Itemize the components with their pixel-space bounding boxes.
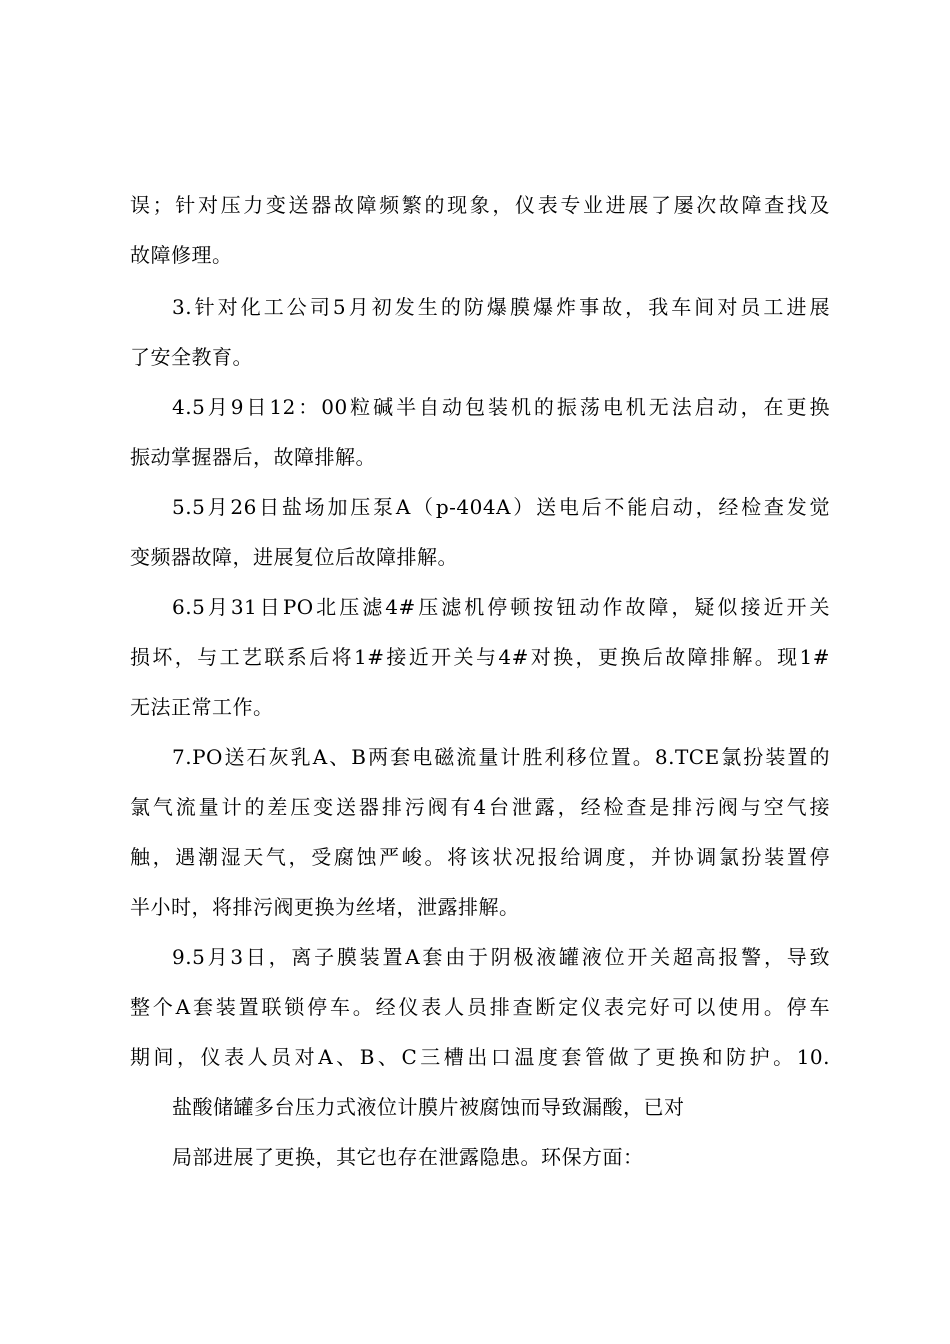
text-line: 6.5月31日PO北压滤4#压滤机停顿按钮动作故障，疑似接近开关 (172, 595, 830, 619)
text-line: 氯气流量计的差压变送器排污阀有4台泄露，经检查是排污阀与空气接 (130, 795, 830, 819)
text-line: 期间，仪表人员对A、B、C三槽出口温度套管做了更换和防护。10. (130, 1045, 830, 1069)
text-line: 触，遇潮湿天气，受腐蚀严峻。将该状况报给调度，并协调氯扮装置停 (130, 845, 830, 869)
text-line: 局部进展了更换，其它也存在泄露隐患。环保方面： (172, 1145, 644, 1169)
text-line: 盐酸储罐多台压力式液位计膜片被腐蚀而导致漏酸，已对 (172, 1095, 685, 1119)
text-line: 整个A套装置联锁停车。经仪表人员排查断定仪表完好可以使用。停车 (130, 995, 830, 1019)
text-line: 无法正常工作。 (130, 695, 274, 719)
text-line: 误；针对压力变送器故障频繁的现象，仪表专业进展了屡次故障查找及 (130, 193, 830, 217)
text-line: 振动掌握器后，故障排解。 (130, 445, 376, 469)
text-line: 5.5月26日盐场加压泵A（p-404A）送电后不能启动，经检查发觉 (172, 495, 830, 519)
text-line: 3.针对化工公司5月初发生的防爆膜爆炸事故，我车间对员工进展 (172, 295, 830, 319)
text-line: 半小时，将排污阀更换为丝堵，泄露排解。 (130, 895, 520, 919)
text-line: 9.5月3日，离子膜装置A套由于阴极液罐液位开关超高报警，导致 (172, 945, 830, 969)
text-line: 变频器故障，进展复位后故障排解。 (130, 545, 458, 569)
text-line: 7.PO送石灰乳A、B两套电磁流量计胜利移位置。8.TCE氯扮装置的 (172, 745, 830, 769)
text-line: 故障修理。 (130, 243, 233, 267)
text-line: 了安全教育。 (130, 345, 253, 369)
text-line: 损坏，与工艺联系后将1#接近开关与4#对换，更换后故障排解。现1# (130, 645, 830, 669)
text-line: 4.5月9日12：00粒碱半自动包装机的振荡电机无法启动，在更换 (172, 395, 830, 419)
